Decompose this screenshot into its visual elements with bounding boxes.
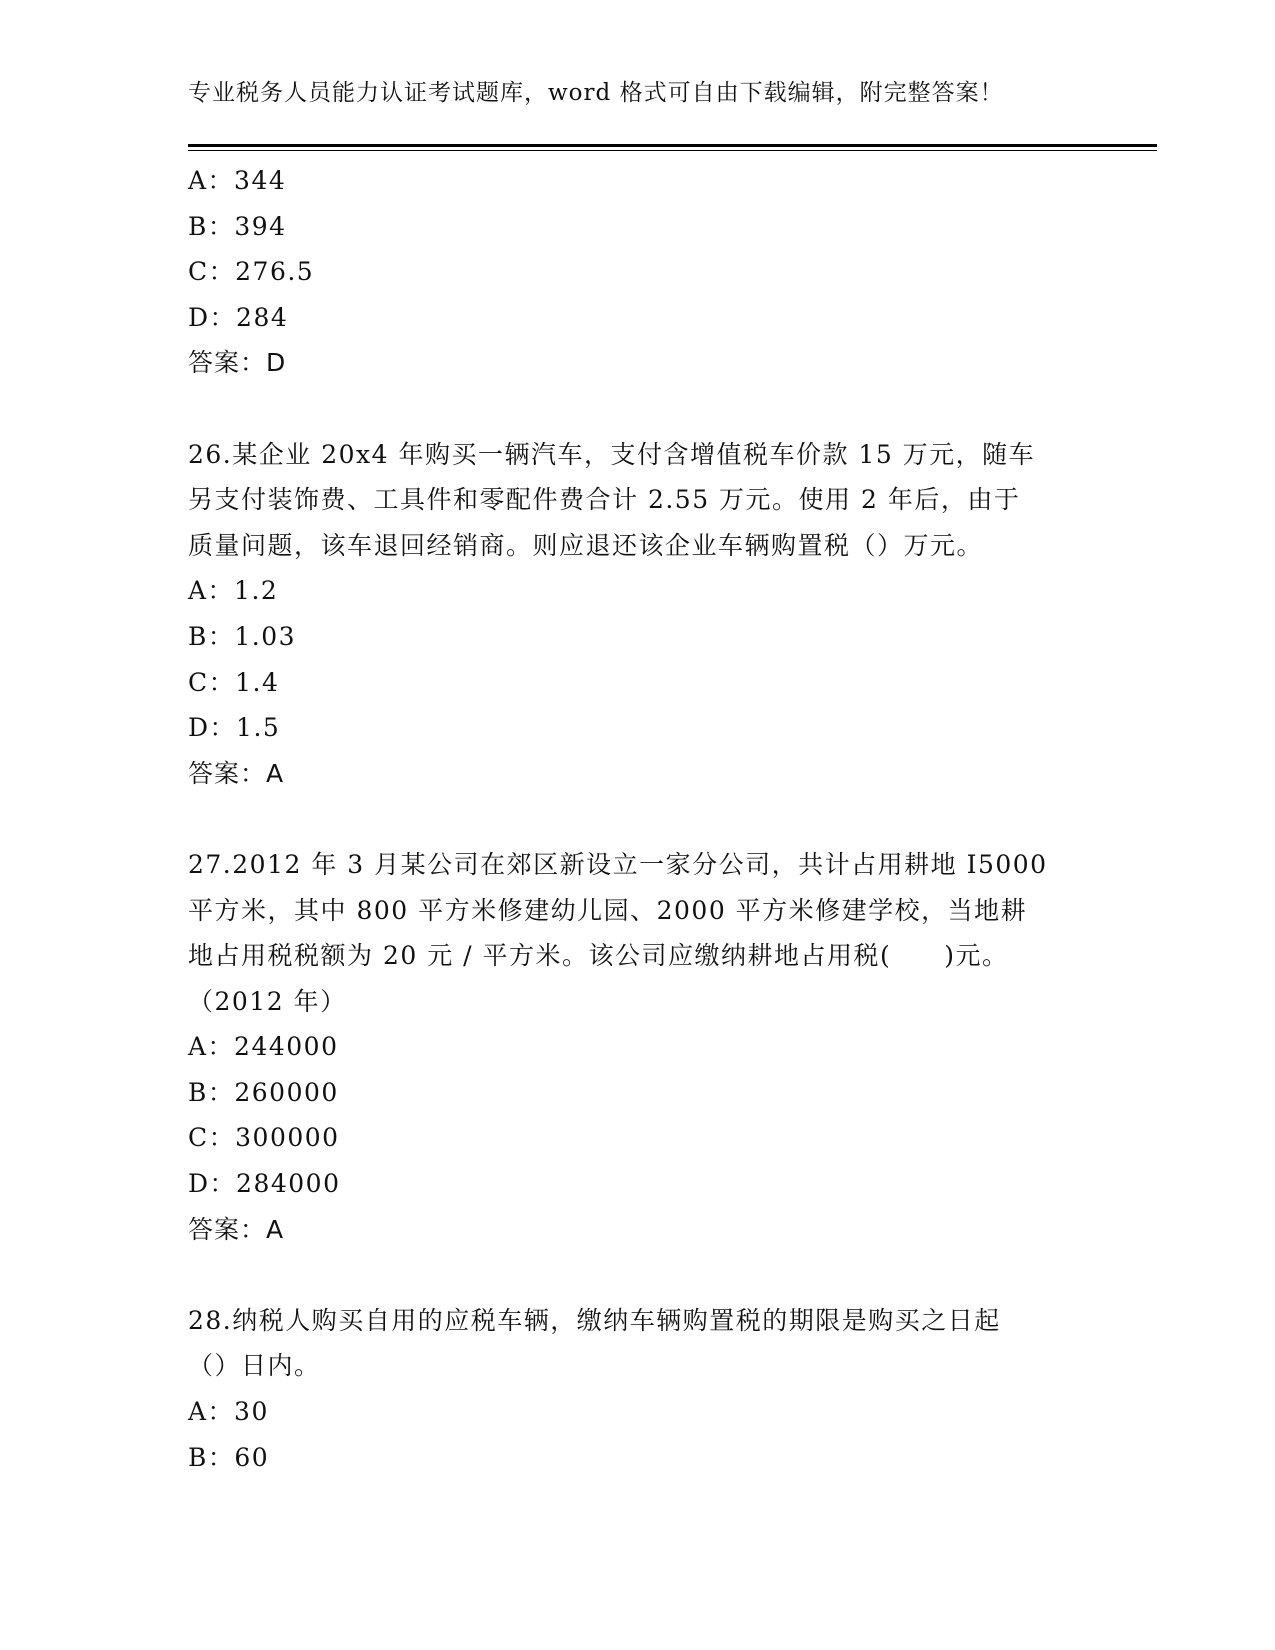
question-text-line: （）日内。	[188, 1351, 321, 1381]
option-d: D：284000	[188, 1169, 341, 1199]
option-b: B：260000	[188, 1077, 339, 1107]
question-text-line: 质量问题，该车退回经销商。则应退还该企业车辆购置税（）万元。	[188, 530, 984, 560]
question-26	[188, 432, 1088, 797]
option-d: D：284	[188, 302, 289, 332]
option-c: C：300000	[188, 1123, 340, 1153]
header-rule-thick	[188, 144, 1157, 147]
question-28	[188, 1298, 1088, 1480]
option-a: A：1.2	[188, 576, 279, 606]
spacer	[188, 1252, 1088, 1298]
option-b: B：60	[188, 1442, 270, 1472]
page-header: 专业税务人员能力认证考试题库，word 格式可自由下载编辑，附完整答案！	[188, 80, 1004, 106]
spacer	[188, 386, 1088, 432]
option-c: C：276.5	[188, 257, 315, 287]
header-rule-thin	[188, 150, 1157, 151]
question-text-line: 28.纳税人购买自用的应税车辆，缴纳车辆购置税的期限是购买之日起	[188, 1305, 1001, 1335]
option-c: C：1.4	[188, 667, 280, 697]
option-d: D：1.5	[188, 713, 281, 743]
question-text-line: 另支付装饰费、工具件和零配件费合计 2.55 万元。使用 2 年后，由于	[188, 485, 1021, 515]
question-content	[188, 158, 1088, 1480]
spacer	[188, 796, 1088, 842]
question-text-line: 27.2012 年 3 月某公司在郊区新设立一家分公司，共计占用耕地 I5000	[188, 849, 1048, 879]
previous-question-block	[188, 158, 1088, 386]
option-a: A：344	[188, 166, 287, 195]
answer-line: 答案：D	[188, 348, 287, 378]
option-b: B：1.03	[188, 621, 297, 651]
answer-line: 答案：A	[188, 758, 285, 788]
question-27	[188, 842, 1088, 1252]
option-b: B：394	[188, 211, 287, 241]
question-text-line: 地占用税税额为 20 元 / 平方米。该公司应缴纳耕地占用税( )元。	[188, 941, 1009, 971]
answer-line: 答案：A	[188, 1214, 285, 1244]
question-text-line: 平方米，其中 800 平方米修建幼儿园、2000 平方米修建学校，当地耕	[188, 895, 1028, 925]
option-a: A：244000	[188, 1032, 339, 1062]
option-a: A：30	[188, 1397, 269, 1427]
question-text-line: （2012 年）	[188, 986, 347, 1016]
question-text-line: 26.某企业 20x4 年购买一辆汽车，支付含增值税车价款 15 万元，随车	[188, 439, 1036, 469]
